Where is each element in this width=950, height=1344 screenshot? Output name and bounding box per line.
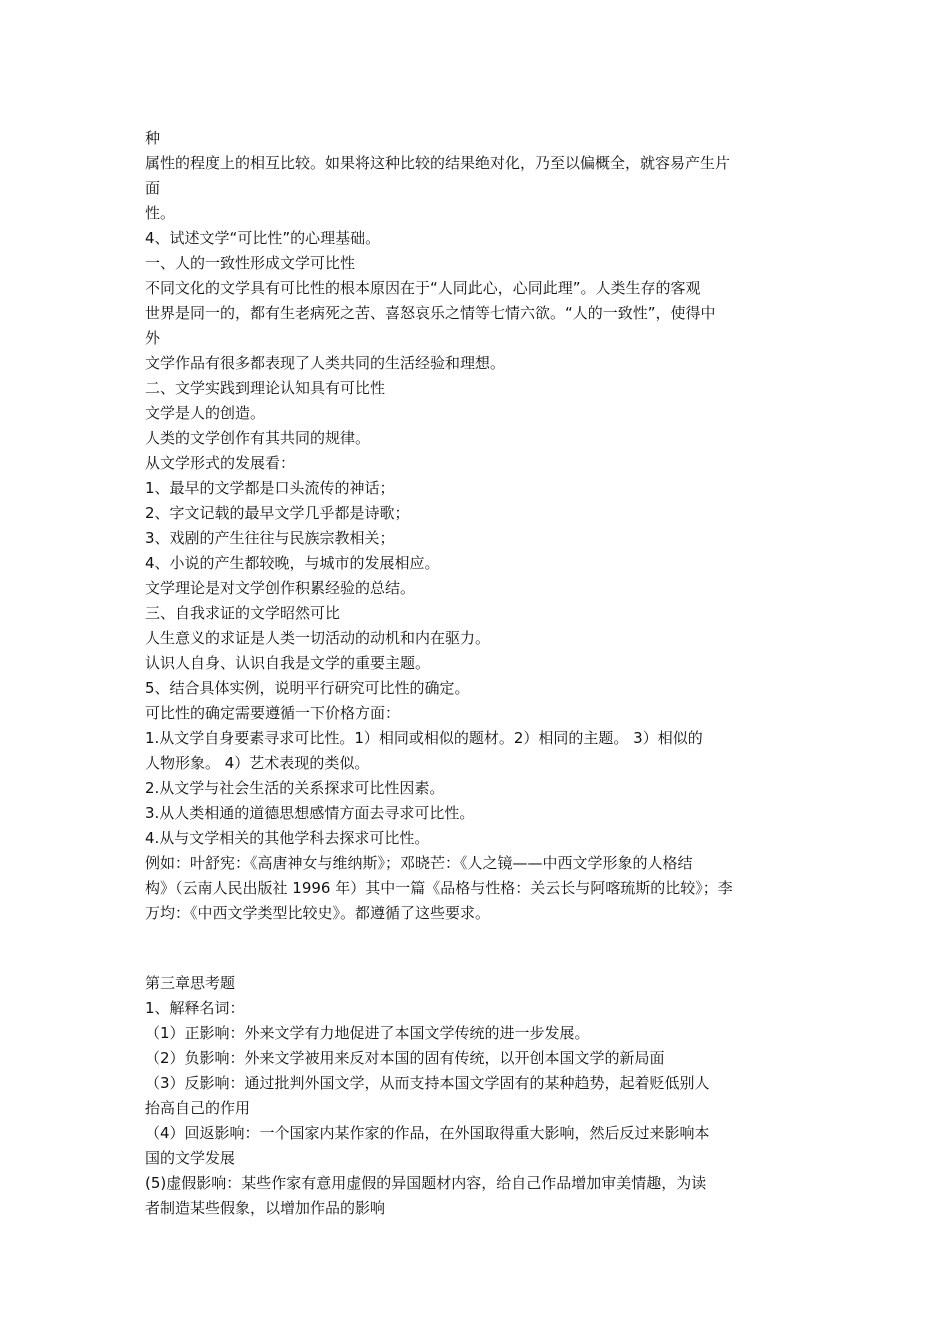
section-heading: 二、文学实践到理论认知具有可比性	[145, 379, 386, 397]
text-line: 属性的程度上的相互比较。如果将这种比较的结果绝对化，乃至以偏概全，就容易产生片	[145, 154, 731, 172]
section-heading: 三、自我求证的文学昭然可比	[145, 604, 341, 622]
text-line: 人物形象。 4）艺术表现的类似。	[145, 754, 370, 772]
list-item: 3.从人类相通的道德思想感情方面去寻求可比性。	[145, 804, 475, 822]
definition-item: （2）负影响：外来文学被用来反对本国的固有传统，以开创本国文学的新局面	[145, 1049, 665, 1067]
text-line: 外	[145, 329, 161, 347]
list-item: 3、戏剧的产生往往与民族宗教相关；	[145, 529, 395, 547]
text-line: 种	[145, 129, 161, 147]
definition-item: （3）反影响：通过批判外国文学，从而支持本国文学固有的某种趋势，起着贬低别人	[145, 1074, 710, 1092]
question-heading: 4、试述文学“可比性”的心理基础。	[145, 229, 381, 247]
list-item: 1、最早的文学都是口头流传的神话；	[145, 479, 395, 497]
list-item: 1.从文学自身要素寻求可比性。1）相同或相似的题材。2）相同的主题。 3）相似的	[145, 729, 703, 747]
list-item: 4.从与文学相关的其他学科去探求可比性。	[145, 829, 430, 847]
list-item: 2.从文学与社会生活的关系探求可比性因素。	[145, 779, 445, 797]
list-item: 4、小说的产生都较晚，与城市的发展相应。	[145, 554, 440, 572]
text-line: 文学理论是对文学创作积累经验的总结。	[145, 579, 416, 597]
definition-item: （4）回返影响：一个国家内某作家的作品，在外国取得重大影响，然后反过来影响本	[145, 1124, 710, 1142]
text-line: 人类的文学创作有其共同的规律。	[145, 429, 371, 447]
definition-item: （1）正影响：外来文学有力地促进了本国文学传统的进一步发展。	[145, 1024, 590, 1042]
text-line: 者制造某些假象，以增加作品的影响	[145, 1199, 386, 1217]
definition-item: (5)虚假影响：某些作家有意用虚假的异国题材内容，给自己作品增加审美情趣，为读	[145, 1174, 707, 1192]
list-item: 2、字文记载的最早文学几乎都是诗歌；	[145, 504, 410, 522]
chapter-heading: 第三章思考题	[145, 974, 236, 992]
text-line: 文学作品有很多都表现了人类共同的生活经验和理想。	[145, 354, 506, 372]
text-line: 国的文学发展	[145, 1149, 236, 1167]
text-line: 构》（云南人民出版社 1996 年）其中一篇《品格与性格：关云长与阿喀琉斯的比较》；李	[145, 879, 733, 897]
text-line: 文学是人的创造。	[145, 404, 266, 422]
text-line: 可比性的确定需要遵循一下价格方面：	[145, 704, 401, 722]
text-line: 从文学形式的发展看：	[145, 454, 296, 472]
text-line: 抬高自己的作用	[145, 1099, 251, 1117]
question-heading: 5、结合具体实例，说明平行研究可比性的确定。	[145, 679, 470, 697]
question-heading: 1、解释名词：	[145, 999, 245, 1017]
text-line: 例如：叶舒宪：《高唐神女与维纳斯》；邓晓芒：《人之镜——中西文学形象的人格结	[145, 854, 693, 872]
text-line: 世界是同一的，都有生老病死之苦、喜怒哀乐之情等七情六欲。“人的一致性”，使得中	[145, 304, 716, 322]
text-line: 不同文化的文学具有可比性的根本原因在于“人同此心，心同此理”。人类生存的客观	[145, 279, 701, 297]
text-line: 认识人自身、认识自我是文学的重要主题。	[145, 654, 431, 672]
text-line: 人生意义的求证是人类一切活动的动机和内在驱力。	[145, 629, 491, 647]
text-line: 万均：《中西文学类型比较史》。都遵循了这些要求。	[145, 904, 491, 922]
section-heading: 一、人的一致性形成文学可比性	[145, 254, 356, 272]
text-line: 面	[145, 179, 161, 197]
text-line: 性。	[145, 204, 176, 222]
